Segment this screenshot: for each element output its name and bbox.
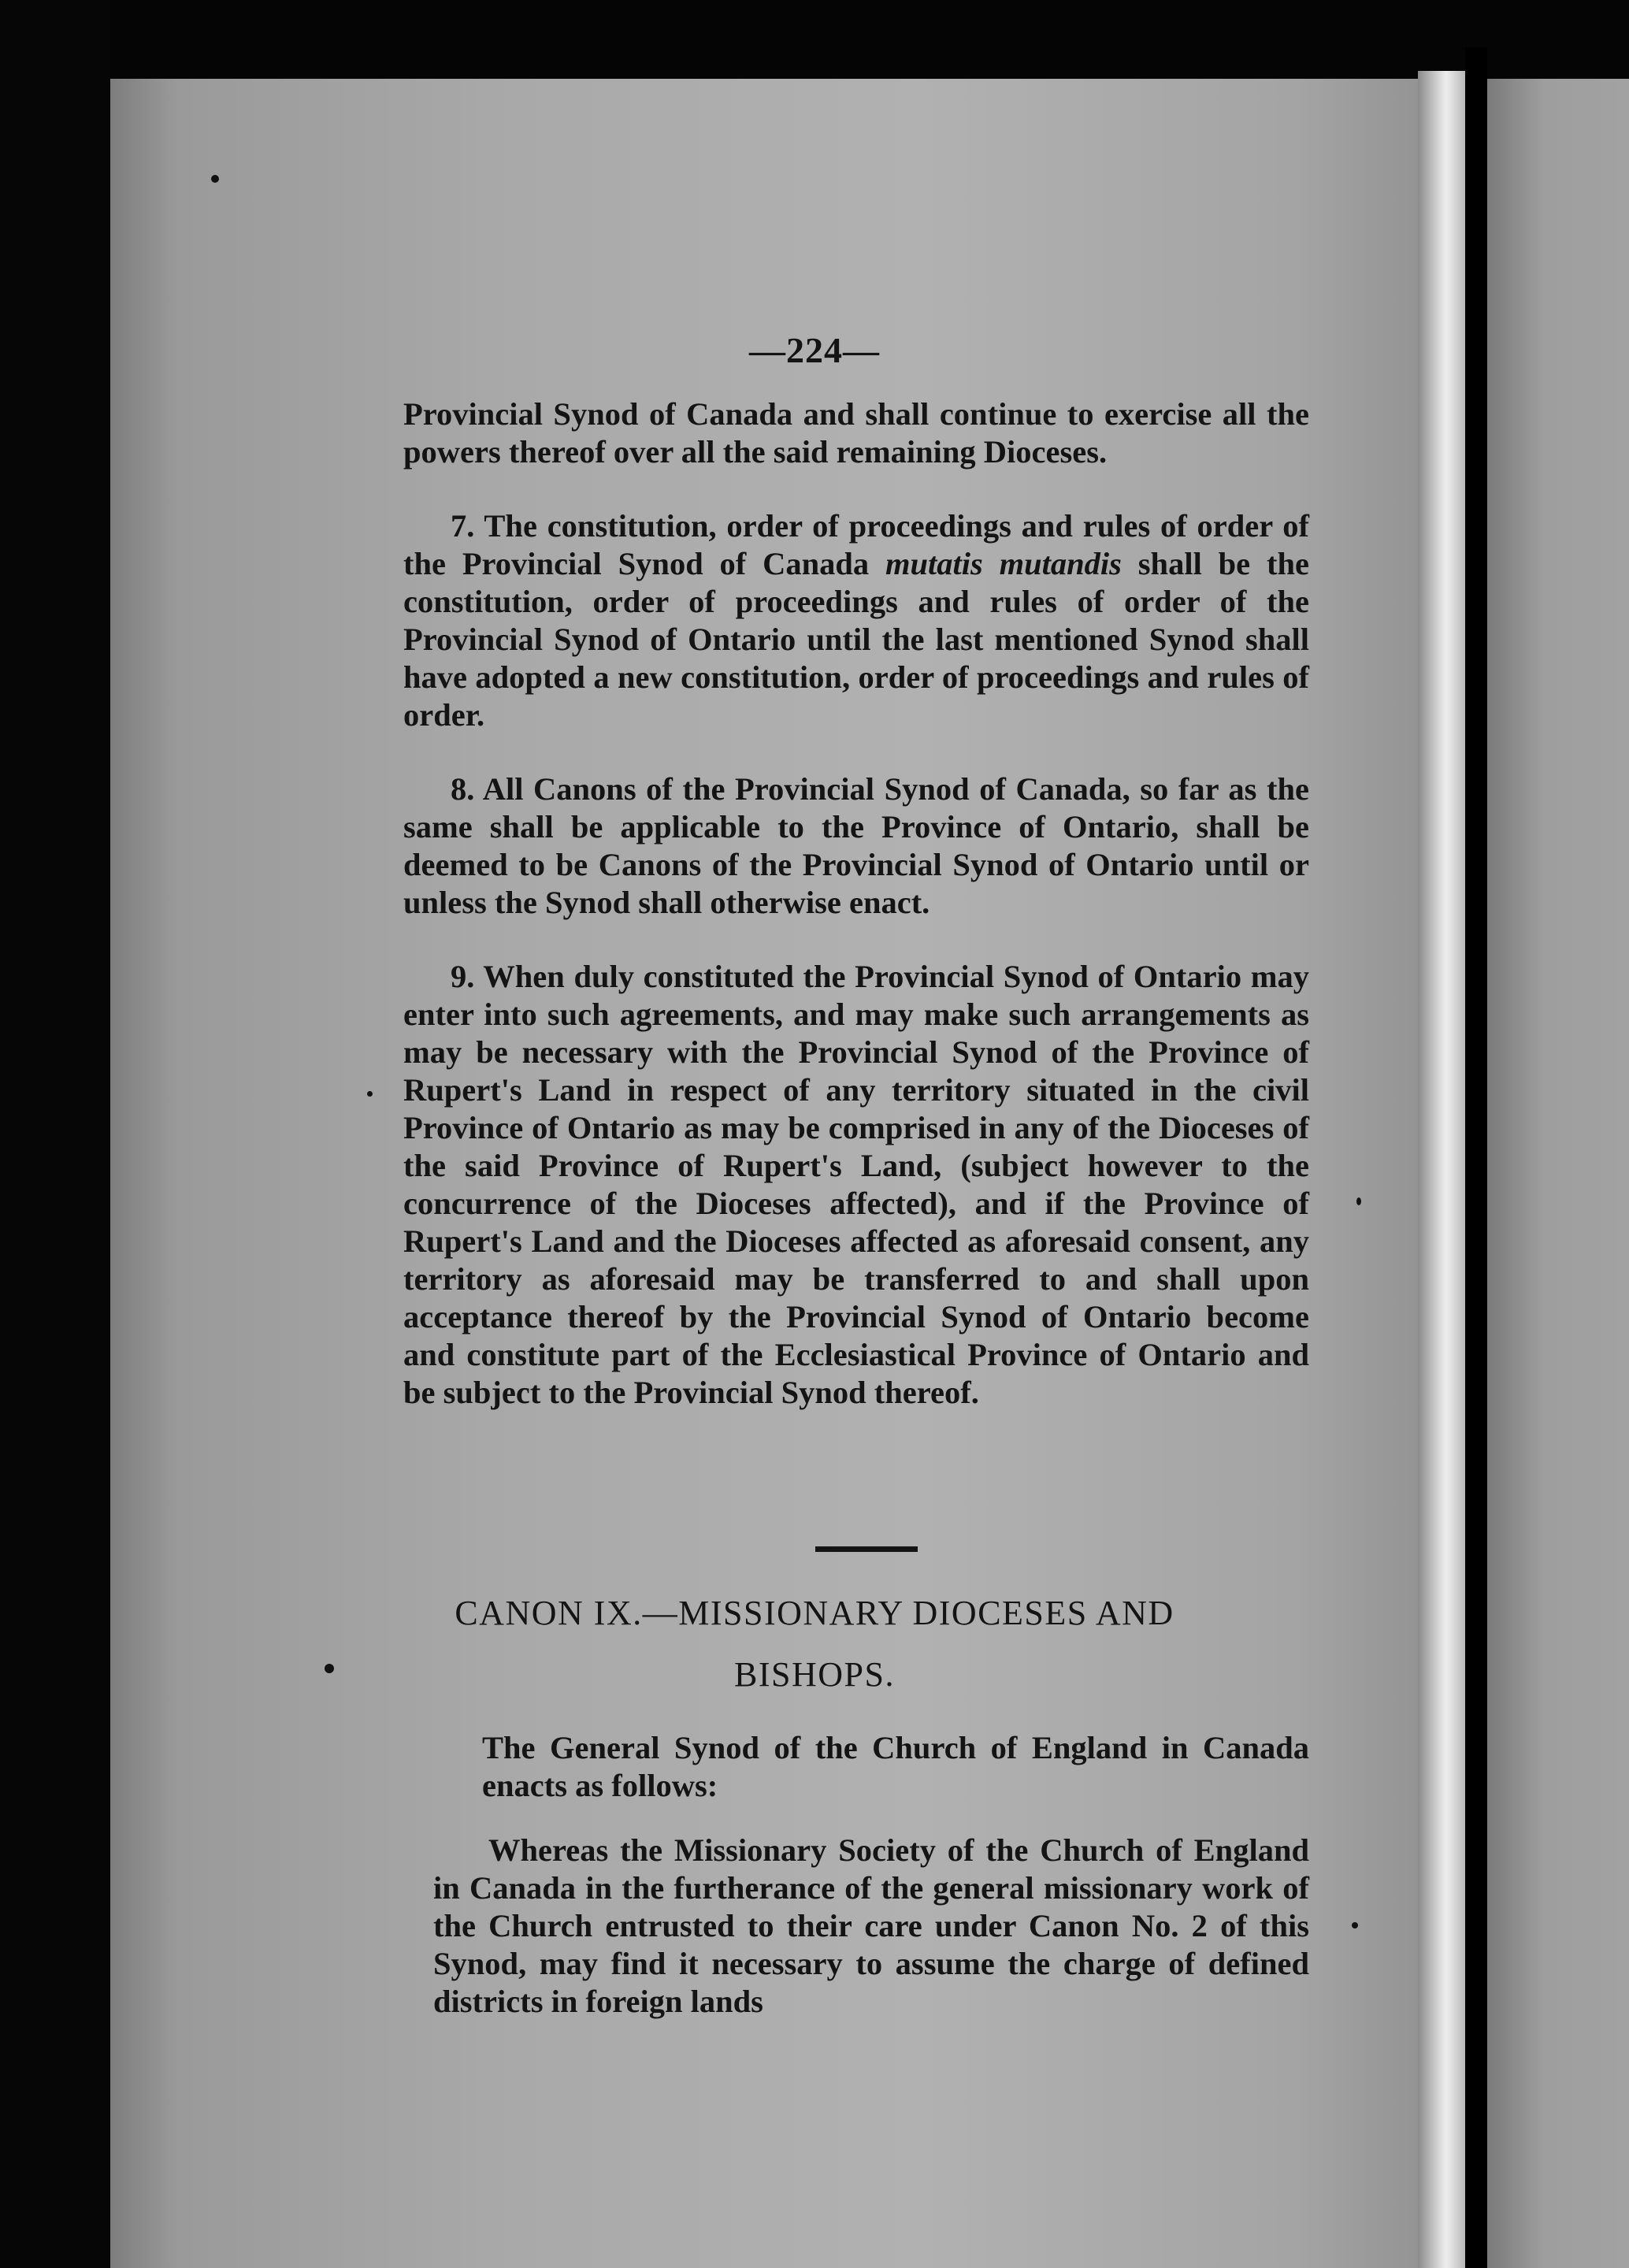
section-7 [403,507,1309,734]
scan-speck [1352,1922,1358,1928]
scan-speck [367,1091,373,1097]
scan-speck [1356,1197,1361,1205]
book-gutter [1465,47,1487,2268]
scan-speck [211,175,219,183]
section-9: 9. When duly constituted the Provincial Synod of Ontario may enter into such agreements, and may make such arrangements as may be necessary with the Provincial Synod of the Province of Rupert's Land in respect of any territory situated in the civil Province of Ontario as may be comprised in any of the Dioceses of the said Province of Rupert's Land, (subject however to the concurrence of the Dioceses affected), and if the Province of Rupert's Land and the Dioceses affected as aforesaid consent, any territory as aforesaid may be transferred to and shall upon acceptance thereof by the Provincial Synod of Ontario become and constitute part of the Ecclesiastical Province of Ontario and be subject to the Provincial Synod thereof. [403,959,1309,1410]
continuation-paragraph: Provincial Synod of Canada and shall continue to exercise all the powers thereof over all the said remaining Dioceses. [403,396,1309,470]
latin-phrase: mutatis mutandis [885,546,1122,581]
canon-heading: CANON IX.—MISSIONARY DIOCESES AND [455,1594,1174,1632]
facing-page-edge [1487,79,1629,2268]
section-8: 8. All Canons of the Provincial Synod of Canada, so far as the same shall be applicable to the Province of Ontario, shall be deemed to be Canons of the Provincial Synod of Ontario until or unless the Synod shall otherwise enact. [403,771,1309,920]
page-fold-highlight [1418,71,1465,2268]
enacting-clause: The General Synod of the Church of England in Canada enacts as follows: [482,1730,1309,1803]
page-number: —224— [749,330,880,370]
section-7-text-cont: shall be the constitution, order of proceedings and rules of order of the Provincial Synod of Ontario until the last mentioned Synod shall have adopted a new constitution, order of proceedings and rules of order. [403,546,1309,733]
canon-heading-cont: BISHOPS. [734,1655,895,1694]
enacting-clause-block [482,1729,1309,1805]
section-7-text: 7. The constitution, order of proceedings and rules of order of the Provincial Synod of Canada [403,508,1309,581]
section-divider-rule [815,1546,918,1552]
preamble-paragraph: Whereas the Missionary Society of the Church of England in Canada in the furtherance of the general missionary work of the Church entrusted to their care under Canon No. 2 of this Synod, may find it necessary to assume the charge of defined districts in foreign lands [433,1832,1309,2019]
preamble-block [433,1832,1309,2021]
body-text [403,395,1309,1412]
